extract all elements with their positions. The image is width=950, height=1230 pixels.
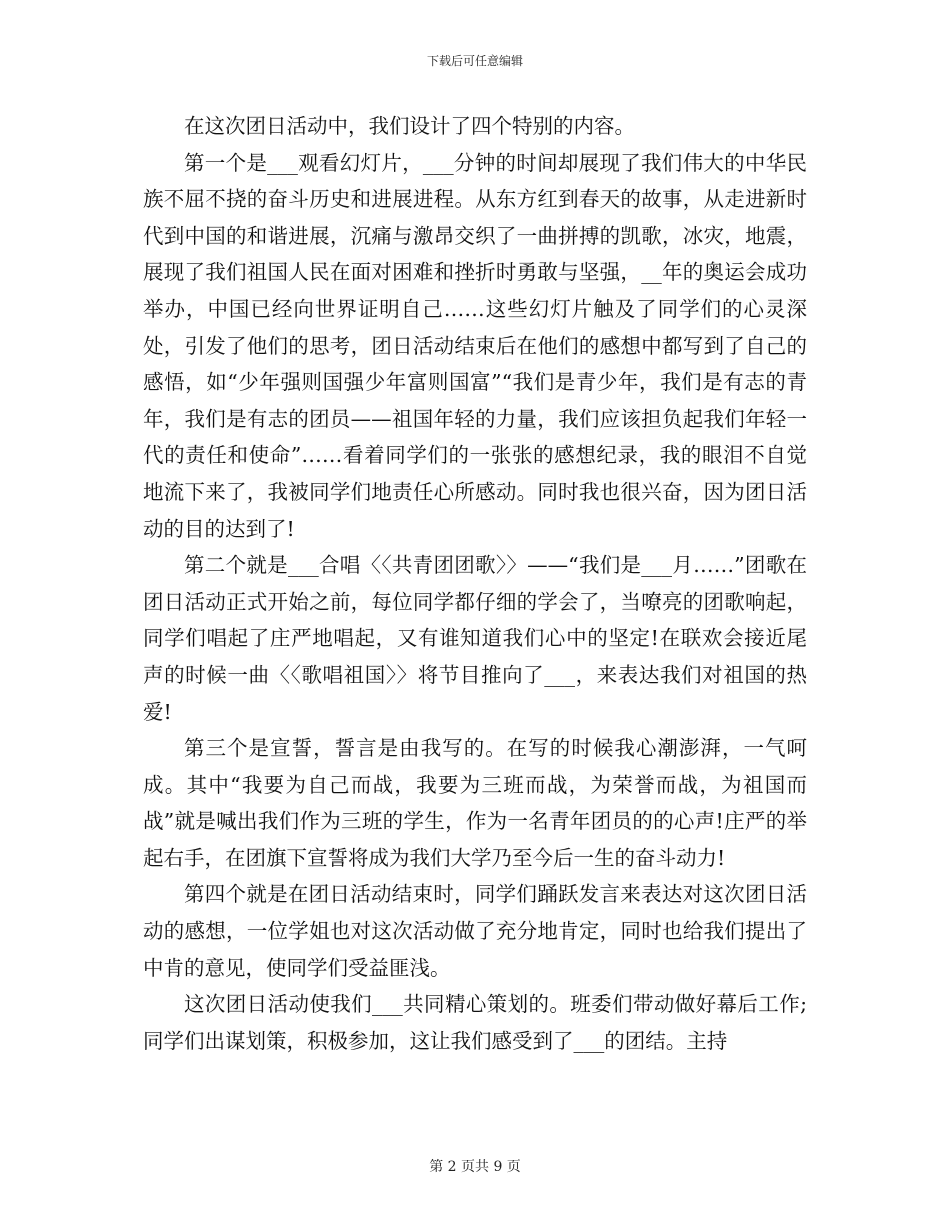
paragraph-summary: 这次团日活动使我们___共同精心策划的。班委们带动做好幕后工作;同学们出谋划策，积极参加，这让我们感受到了___的团结。主持 <box>143 992 807 1053</box>
document-body <box>143 108 807 1059</box>
paragraph-intro: 在这次团日活动中，我们设计了四个特别的内容。 <box>184 114 635 138</box>
paragraph-first-item: 第一个是___观看幻灯片，___分钟的时间却展现了我们伟大的中华民族不屈不挠的奋斗历史和进展进程。从东方红到春天的故事，从走进新时代到中国的和谐进展，沉痛与激昂交织了一曲拼搏的凯歌，冰灾，地震，展现了我们祖国人民在面对困难和挫折时勇敢与坚强，__年的奥运会成功举办，中国已经向世界证明自己……这些幻灯片触及了同学们的心灵深处，引发了他们的思考，团日活动结束后在他们的感想中都写到了自己的感悟，如“少年强则国强少年富则国富”“我们是青少年，我们是有志的青年，我们是有志的团员——祖国年轻的力量，我们应该担负起我们年轻一代的责任和使命”……看着同学们的一张张的感想纪录，我的眼泪不自觉地流下来了，我被同学们地责任心所感动。同时我也很兴奋，因为团日活动的目的达到了! <box>143 150 807 541</box>
page-header: 下载后可任意编辑 <box>426 54 523 68</box>
paragraph-fourth-item: 第四个就是在团日活动结束时，同学们踊跃发言来表达对这次团日活动的感想，一位学姐也对这次活动做了充分地肯定，同时也给我们提出了中肯的意见，使同学们受益匪浅。 <box>143 882 807 980</box>
paragraph-third-item: 第三个是宣誓，誓言是由我写的。在写的时候我心潮澎湃，一气呵成。其中“我要为自己而战，我要为三班而战，为荣誉而战，为祖国而战”就是喊出我们作为三班的学生，作为一名青年团员的的心声!庄严的举起右手，在团旗下宣誓将成为我们大学乃至今后一生的奋斗动力! <box>143 736 807 870</box>
page-number: 第 2 页共 9 页 <box>429 1159 521 1175</box>
paragraph-second-item: 第二个就是___合唱〈〈共青团团歌〉〉——“我们是___月……”团歌在团日活动正式开始之前，每位同学都仔细的学会了，当嘹亮的团歌响起，同学们唱起了庄严地唱起，又有谁知道我们心中的坚定!在联欢会接近尾声的时候一曲〈〈歌唱祖国〉〉将节目推向了___，来表达我们对祖国的热爱! <box>143 553 807 724</box>
